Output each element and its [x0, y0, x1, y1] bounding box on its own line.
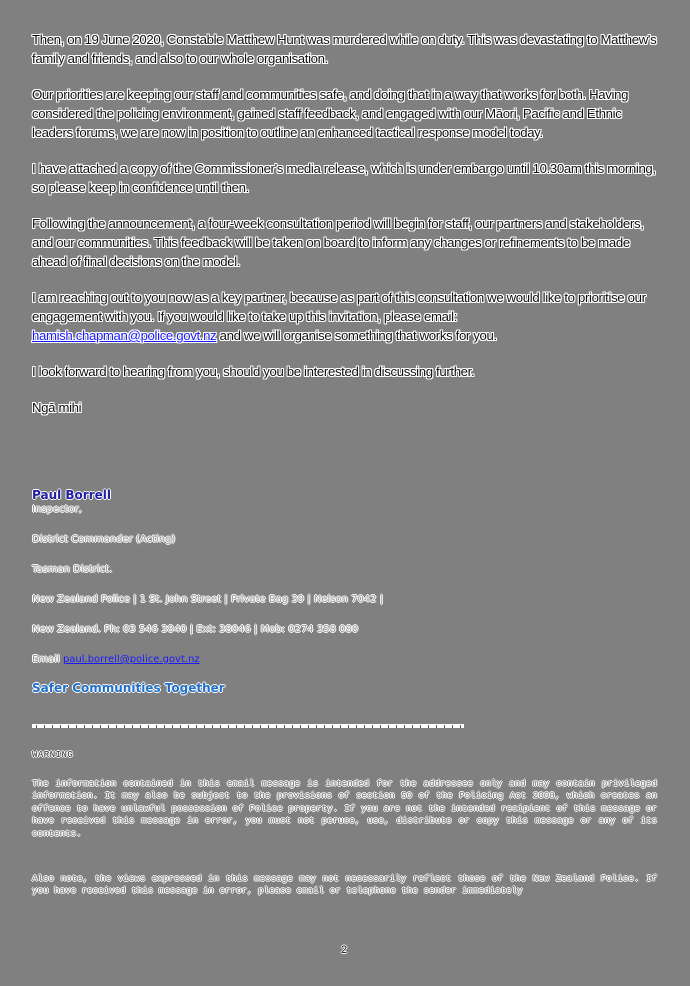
hamish-email-link[interactable]: hamish.chapman@police.govt.nz — [32, 328, 217, 343]
paragraph-media-release: I have attached a copy of the Commissioner's media release, which is under embargo until 10.30am this morning, so please keep in confidence until then. — [32, 161, 656, 195]
disclaimer-paragraph-1: The information contained in this email message is intended for the addressee only and may contain privileged information. It may also be subject to the provisions of section 50 of the Policing Act 2008, which creates an offence to have unlawful possession of Police property. If you are not the intended recipient of this message or have received this message in error, you must not peruse, use, distribute or copy this message or any of its contents. — [32, 778, 657, 839]
signature-slogan: Safer Communities Together — [32, 681, 225, 695]
signature-email-line — [32, 653, 672, 667]
invitation-text: I am reaching out to you now as a key partner, because as part of this consultation we would like to prioritise our engagement with you. If you would like to take up this invitation, please email: — [32, 290, 646, 324]
paul-email-link[interactable]: paul.borrell@police.govt.nz — [62, 654, 200, 665]
letter-body — [32, 30, 662, 434]
sign-off: Ngā mihi — [32, 400, 82, 415]
paragraph-invitation — [32, 288, 662, 345]
warning-label: WARNING — [32, 750, 74, 760]
email-label: Email — [32, 654, 60, 665]
closing-line: I look forward to hearing from you, should you be interested in discussing further. — [32, 364, 475, 379]
paragraph-hunt: Then, on 19 June 2020, Constable Matthew Hunt was murdered while on duty. This was devastating to Matthew's family and friends, and also to our whole organisation. — [32, 32, 657, 66]
paragraph-consultation: Following the announcement, a four-week consultation period will begin for staff, our partners and stakeholders, and our communities. This feedback will be taken on board to inform any changes or refinements to be made ahead of final decisions on the model. — [32, 216, 644, 269]
page-number: 2 — [341, 944, 348, 956]
signature-address: New Zealand Police | 1 St. John Street | Private Bag 39 | Nelson 7042 | — [32, 594, 384, 605]
paragraph-priorities: Our priorities are keeping our staff and communities safe, and doing that in a way that works for both. Having considered the policing environment, gained staff feedback, and engaged with our Māori, Pacific and Ethnic leaders forums, we are now in position to outline an enhanced tactical response model today. — [32, 87, 629, 140]
invitation-after-link: and we will organise something that works for you. — [219, 328, 497, 343]
disclaimer-paragraph-2: Also note, the views expressed in this message may not necessarily reflect those of the New Zealand Police. If you have received this message in error, please email or telephone the sender immediately — [32, 873, 657, 897]
signature-rank: Inspector, — [32, 504, 82, 515]
signature-role: District Commander (Acting) — [32, 534, 176, 545]
disclaimer-divider — [32, 724, 464, 728]
signature-district: Tasman District. — [32, 564, 113, 575]
email-signature — [32, 488, 672, 695]
signature-name: Paul Borrell — [32, 488, 111, 502]
signature-phone: New Zealand. Ph: 03 546 3840 | Ext: 38046 | Mob: 0274 358 080 — [32, 624, 359, 635]
